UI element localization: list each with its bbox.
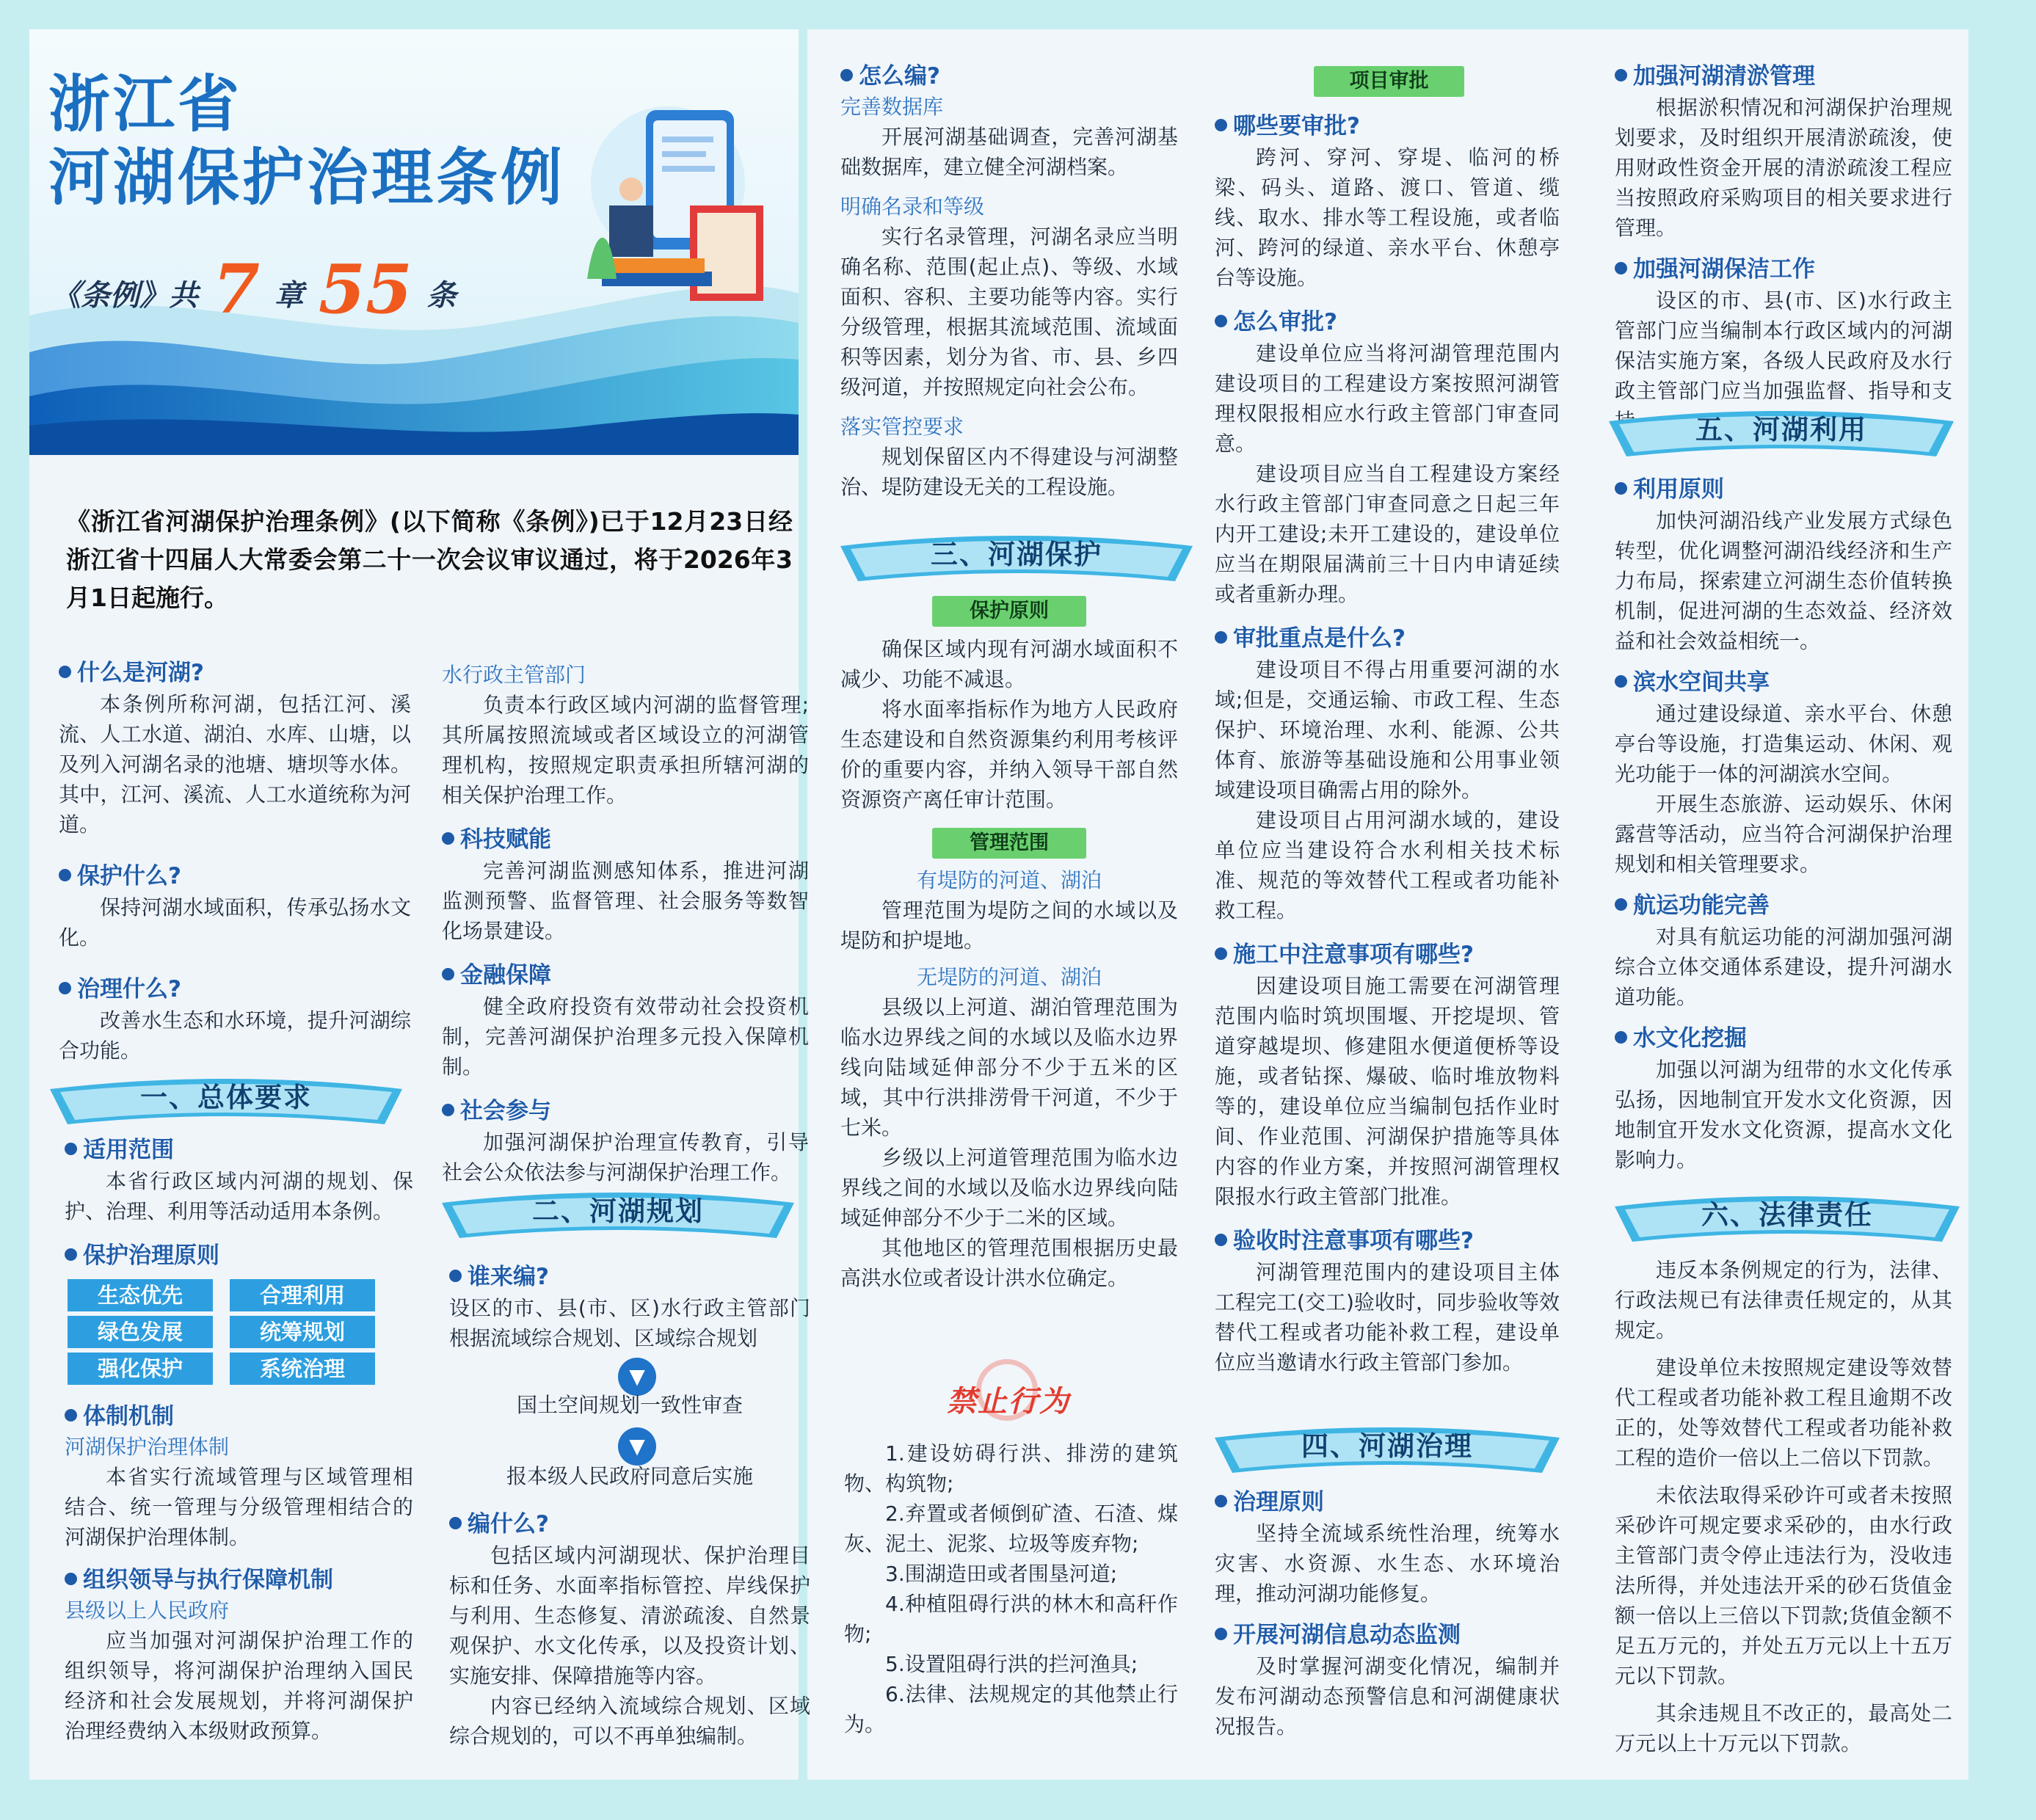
principle-heading: 保护治理原则 bbox=[65, 1240, 413, 1272]
chapter-2-banner bbox=[442, 1185, 794, 1238]
how-approve-heading: 怎么审批? bbox=[1215, 306, 1560, 338]
protection-text-2: 将水面率指标作为地方人民政府生态建设和自然资源集约利用考核评价的重要内容，并纳入领导干部自然资源资产离任审计范围。 bbox=[840, 697, 1178, 812]
shipping-heading: 航运功能完善 bbox=[1615, 889, 1952, 922]
articles-unit: 条 bbox=[426, 279, 457, 313]
flow-step-review: 国土空间规划一致性审查 bbox=[516, 1393, 743, 1417]
waterfront-text-2: 开展生态旅游、运动娱乐、休闲露营等活动，应当符合河湖保护治理规划和相关管理要求。 bbox=[1615, 792, 1952, 876]
q-what-is-river-text: 本条例所称河湖，包括江河、溪流、人工水道、湖泊、水库、山塘，以及列入河湖名录的池塘、塘坝等水体。其中，江河、溪流、人工水道统称为河道。 bbox=[59, 692, 411, 837]
waterfront-text-1: 通过建设绿道、亲水平台、休憩亭台等设施，打造集运动、休闲、观光功能于一体的河湖滨水空间。 bbox=[1615, 702, 1952, 786]
what-text-2: 内容已经纳入流域综合规划、区域综合规划的，可以不再单独编制。 bbox=[449, 1694, 810, 1748]
chapter-6-title: 六、法律责任 bbox=[1701, 1199, 1873, 1231]
finance-heading: 金融保障 bbox=[442, 959, 809, 991]
control-text: 规划保留区内不得建设与河湖整治、堤防建设无关的工程设施。 bbox=[840, 445, 1178, 499]
chevron-down-icon: ▼ bbox=[618, 1427, 656, 1466]
column-2 bbox=[442, 660, 809, 1187]
waterfront-heading: 滨水空间共享 bbox=[1615, 666, 1952, 699]
database-sub: 完善数据库 bbox=[840, 95, 944, 119]
use-text: 加快河湖沿线产业发展方式绿色转型，优化调整河湖沿线经济和生产力布局，探索建立河湖生态价值转换机制，促进河湖的生态效益、经济效益和社会效益相统一。 bbox=[1615, 509, 1952, 653]
summary-prefix: 《条例》共 bbox=[51, 279, 198, 313]
how-compile-heading: 怎么编? bbox=[840, 60, 1178, 92]
admin-sub: 水行政主管部门 bbox=[442, 663, 586, 687]
list-sub: 明确名录和等级 bbox=[840, 194, 985, 219]
chapters-unit: 章 bbox=[274, 279, 304, 313]
system-text: 本省实行流域管理与区域管理相结合、统一管理与分级管理相结合的河湖保护治理体制。 bbox=[65, 1465, 413, 1549]
list-text: 实行名录管理，河湖名录应当明确名称、范围(起止点)、等级、水域面积、容积、主要功能等内容。实行分级管理，根据其流域范围、流域面积等因素，划分为省、市、县、乡四级河道，并按照规定向社会公布。 bbox=[840, 225, 1178, 399]
column-5 bbox=[1615, 60, 1952, 436]
column-1-bottom bbox=[65, 1400, 413, 1746]
nodike-text-1: 县级以上河道、湖泊管理范围为临水边界线之间的水域以及临水边界线向陆域延伸部分不少于五米的区域，其中行洪排涝骨干河道，不少于七米。 bbox=[840, 995, 1178, 1140]
nodike-text-2: 乡级以上河道管理范围为临水边界线之间的水域以及临水边界线向陆域延伸部分不少于二米的区域。 bbox=[840, 1146, 1178, 1230]
which-text: 跨河、穿河、穿堤、临河的桥梁、码头、道路、渡口、管道、缆线、取水、排水等工程设施，或者临河、跨河的绿道、亲水平台、休憩亭台等设施。 bbox=[1215, 145, 1560, 290]
chapter-1-title: 一、总体要求 bbox=[140, 1082, 312, 1113]
protection-principle-tag: 保护原则 bbox=[932, 596, 1086, 627]
law-text-2: 建设单位未按照规定建设等效替代工程或者功能补救工程且逾期不改正的，处等效替代工程或者功能补救工程的造价一倍以上二倍以下罚款。 bbox=[1615, 1355, 1952, 1470]
q-what-is-river: 什么是河湖? bbox=[59, 657, 411, 689]
construction-heading: 施工中注意事项有哪些? bbox=[1215, 939, 1560, 971]
tag-ecology-first: 生态优先 bbox=[68, 1279, 213, 1311]
which-heading: 哪些要审批? bbox=[1215, 110, 1560, 142]
monitoring-text: 及时掌握河湖变化情况，编制并发布河湖动态预警信息和河湖健康状况报告。 bbox=[1215, 1654, 1560, 1739]
nodike-text-3: 其他地区的管理范围根据历史最高洪水位或者设计洪水位确定。 bbox=[840, 1236, 1178, 1290]
column-3-protection bbox=[840, 596, 1178, 1293]
title-line1: 浙江省 bbox=[48, 68, 243, 140]
column-5-law bbox=[1615, 1255, 1952, 1758]
column-5-use bbox=[1615, 473, 1952, 1175]
chevron-down-icon: ▼ bbox=[618, 1358, 656, 1396]
key-text-2: 建设项目占用河湖水域的，建设单位应当建设符合水利相关技术标准、规范的等效替代工程或者功能补救工程。 bbox=[1215, 808, 1560, 922]
q-govern-what: 治理什么? bbox=[59, 973, 411, 1005]
system-sub: 河湖保护治理体制 bbox=[65, 1435, 230, 1459]
scope-heading: 适用范围 bbox=[65, 1134, 413, 1166]
flow-step-approve: 报本级人民政府同意后实施 bbox=[506, 1464, 753, 1488]
dike-text: 管理范围为堤防之间的水域以及堤防和护堤地。 bbox=[840, 898, 1178, 953]
gov-principle-heading: 治理原则 bbox=[1215, 1486, 1560, 1518]
system-heading: 体制机制 bbox=[65, 1400, 413, 1433]
key-text-1: 建设项目不得占用重要河湖的水域;但是，交通运输、市政工程、生态保护、环境治理、水利、能源、公共体育、旅游等基础设施和公用事业领域建设项目确需占用的除外。 bbox=[1215, 658, 1560, 802]
q-protect-what: 保护什么? bbox=[59, 860, 411, 892]
law-text-3: 未依法取得采砂许可或者未按照采砂许可规定要求采砂的，由水行政主管部门责令停止违法行为，没收违法所得，并处违法开采的砂石货值金额一倍以上三倍以下罚款;货值金额不足五万元的，并处五万元以上十五万元以下罚款。 bbox=[1615, 1483, 1952, 1688]
dredge-text: 根据淤积情况和河湖保护治理规划要求，及时组织开展清淤疏浚，使用财政性资金开展的清淤疏浚工程应当按照政府采购项目的相关要求进行管理。 bbox=[1615, 95, 1952, 240]
ban-item: 5.设置阻碍行洪的拦河渔具; bbox=[885, 1652, 1138, 1676]
prohibited-list bbox=[844, 1438, 1178, 1739]
tech-text: 完善河湖监测感知体系，推进河湖监测预警、监督管理、社会服务等数智化场景建设。 bbox=[442, 859, 809, 943]
tag-rational-use: 合理利用 bbox=[230, 1279, 375, 1311]
dredge-heading: 加强河湖清淤管理 bbox=[1615, 60, 1952, 92]
q-govern-what-text: 改善水生态和水环境，提升河湖综合功能。 bbox=[59, 1008, 411, 1063]
tag-overall-plan: 统筹规划 bbox=[230, 1316, 375, 1348]
ban-item: 2.弃置或者倾倒矿渣、石渣、煤灰、泥土、泥浆、垃圾等废弃物; bbox=[844, 1502, 1178, 1556]
articles-number: 55 bbox=[318, 250, 412, 329]
law-text-1: 违反本条例规定的行为，法律、行政法规已有法律责任规定的，从其规定。 bbox=[1615, 1258, 1952, 1342]
who-heading: 谁来编? bbox=[449, 1261, 810, 1293]
database-text: 开展河湖基础调查，完善河湖基础数据库，建立健全河湖档案。 bbox=[840, 125, 1178, 179]
tech-heading: 科技赋能 bbox=[442, 823, 809, 856]
column-4-bottom bbox=[1215, 1486, 1560, 1741]
column-2-bottom bbox=[449, 1508, 810, 1751]
intro-paragraph: 《浙江省河湖保护治理条例》(以下简称《条例》)已于12月23日经浙江省十四届人大常委会第二十一次会议审议通过，将于2026年3月1日起施行。 bbox=[66, 507, 793, 612]
how-approve-text-2: 建设项目应当自工程建设方案经水行政主管部门审查同意之日起三年内开工建设;未开工建设的，建设单位应当在期限届满前三十日内申请延续或者重新办理。 bbox=[1215, 462, 1560, 606]
q-protect-what-text: 保持河湖水域面积，传承弘扬水文化。 bbox=[59, 895, 411, 950]
chapter-2-title: 二、河湖规划 bbox=[532, 1195, 704, 1227]
who-text: 设区的市、县(市、区)水行政主管部门根据流域综合规划、区域综合规划 bbox=[449, 1296, 810, 1350]
social-text: 加强河湖保护治理宣传教育，引导社会公众依法参与河湖保护治理工作。 bbox=[442, 1130, 809, 1184]
ban-item: 4.种植阻碍行洪的林木和高秆作物; bbox=[844, 1592, 1178, 1646]
chapter-5-banner bbox=[1609, 404, 1954, 456]
column-3 bbox=[840, 60, 1178, 502]
law-text-4: 其余违规且不改正的，最高处二万元以上十万元以下罚款。 bbox=[1615, 1701, 1952, 1755]
scope-text: 本省行政区域内河湖的规划、保护、治理、利用等活动适用本条例。 bbox=[65, 1169, 413, 1223]
org-sub: 县级以上人民政府 bbox=[65, 1598, 230, 1623]
chapter-5-title: 五、河湖利用 bbox=[1695, 414, 1867, 445]
acceptance-text: 河湖管理范围内的建设项目主体工程完工(交工)验收时，同步验收等效替代工程或者功能补救工程，建设单位应当邀请水行政主管部门参加。 bbox=[1215, 1260, 1560, 1375]
social-heading: 社会参与 bbox=[442, 1095, 809, 1127]
project-approval-tag: 项目审批 bbox=[1314, 66, 1464, 97]
tag-system-governance: 系统治理 bbox=[230, 1353, 375, 1385]
control-sub: 落实管控要求 bbox=[840, 415, 964, 439]
dike-sub: 有堤防的河道、湖泊 bbox=[916, 868, 1102, 892]
what-heading: 编什么? bbox=[449, 1508, 810, 1540]
chapter-6-banner bbox=[1615, 1189, 1960, 1242]
org-heading: 组织领导与执行保障机制 bbox=[65, 1564, 413, 1596]
monitoring-heading: 开展河湖信息动态监测 bbox=[1215, 1619, 1560, 1651]
column-4 bbox=[1215, 110, 1560, 1377]
ban-item: 6.法律、法规规定的其他禁止行为。 bbox=[844, 1682, 1178, 1736]
use-heading: 利用原则 bbox=[1615, 473, 1952, 506]
ban-item: 1.建设妨碍行洪、排涝的建筑物、构筑物; bbox=[844, 1441, 1178, 1496]
chapter-3-banner bbox=[840, 528, 1193, 581]
construction-text: 因建设项目施工需要在河湖管理范围内临时筑坝围堰、开挖堤坝、管道穿越堤坝、修建阻水便道便桥等设施，或者钻探、爆破、临时堆放物料等的，建设单位应当编制包括作业时间、作业范围、河湖保护措施等具体内容的作业方案，并按照河湖管理权限报水行政主管部门批准。 bbox=[1215, 974, 1560, 1209]
gov-principle-text: 坚持全流域系统性治理，统筹水灾害、水资源、水生态、水环境治理，推动河湖功能修复。 bbox=[1215, 1521, 1560, 1606]
culture-heading: 水文化挖掘 bbox=[1615, 1022, 1952, 1055]
cleaning-heading: 加强河湖保洁工作 bbox=[1615, 253, 1952, 285]
key-heading: 审批重点是什么? bbox=[1215, 622, 1560, 655]
protection-text-1: 确保区域内现有河湖水域面积不减少、功能不减退。 bbox=[840, 637, 1178, 691]
nodike-sub: 无堤防的河道、湖泊 bbox=[916, 965, 1102, 989]
hero-banner bbox=[29, 29, 799, 455]
column-1 bbox=[59, 657, 411, 1066]
law-book-illustration bbox=[580, 95, 771, 316]
culture-text: 加强以河湖为纽带的水文化传承弘扬，因地制宜开发水文化资源，因地制宜开发水文化资源，提高水文化影响力。 bbox=[1615, 1058, 1952, 1172]
chapter-3-title: 三、河湖保护 bbox=[931, 539, 1102, 570]
finance-text: 健全政府投资有效带动社会投资机制，完善河湖保护治理多元投入保障机制。 bbox=[442, 994, 809, 1079]
title-line2: 河湖保护治理条例 bbox=[48, 142, 566, 214]
how-approve-text-1: 建设单位应当将河湖管理范围内建设项目的工程建设方案按照河湖管理权限报相应水行政主管部门审查同意。 bbox=[1215, 341, 1560, 456]
acceptance-heading: 验收时注意事项有哪些? bbox=[1215, 1225, 1560, 1257]
cleaning-text: 设区的市、县(市、区)水行政主管部门应当编制本行政区域内的河湖保洁实施方案，各级人民政府及水行政主管部门应当加强监督、指导和支 bbox=[1615, 288, 1952, 403]
management-range-tag: 管理范围 bbox=[932, 828, 1086, 859]
column-1-lower bbox=[65, 1134, 413, 1272]
chapter-4-title: 四、河湖治理 bbox=[1301, 1430, 1473, 1462]
chapter-summary bbox=[51, 250, 457, 329]
tag-green-dev: 绿色发展 bbox=[68, 1316, 213, 1348]
shipping-text: 对具有航运功能的河湖加强河湖综合立体交通体系建设，提升河湖水道功能。 bbox=[1615, 925, 1952, 1009]
column-2-lower bbox=[449, 1261, 810, 1353]
prohibited-title: 禁止行为 bbox=[947, 1385, 1070, 1419]
org-text: 应当加强对河湖保护治理工作的组织领导，将河湖保护治理纳入国民经济和社会发展规划，并将河湖保护治理经费纳入本级财政预算。 bbox=[65, 1628, 413, 1743]
chapter-1-banner bbox=[50, 1071, 402, 1124]
admin-text: 负责本行政区域内河湖的监督管理;其所属按照流域或者区域设立的河湖管理机构，按照规定职责承担所辖河湖的相关保护治理工作。 bbox=[442, 693, 809, 807]
tag-strengthen-protection: 强化保护 bbox=[68, 1353, 213, 1385]
what-text: 包括区域内河湖现状、保护治理目标和任务、水面率指标管控、岸线保护与利用、生态修复、清淤疏浚、自然景观保护、水文化传承，以及投资计划、实施安排、保障措施等内容。 bbox=[449, 1543, 810, 1688]
chapters-number: 7 bbox=[212, 250, 260, 329]
ban-item: 3.围湖造田或者围垦河道; bbox=[885, 1562, 1118, 1586]
chapter-4-banner bbox=[1215, 1420, 1560, 1473]
